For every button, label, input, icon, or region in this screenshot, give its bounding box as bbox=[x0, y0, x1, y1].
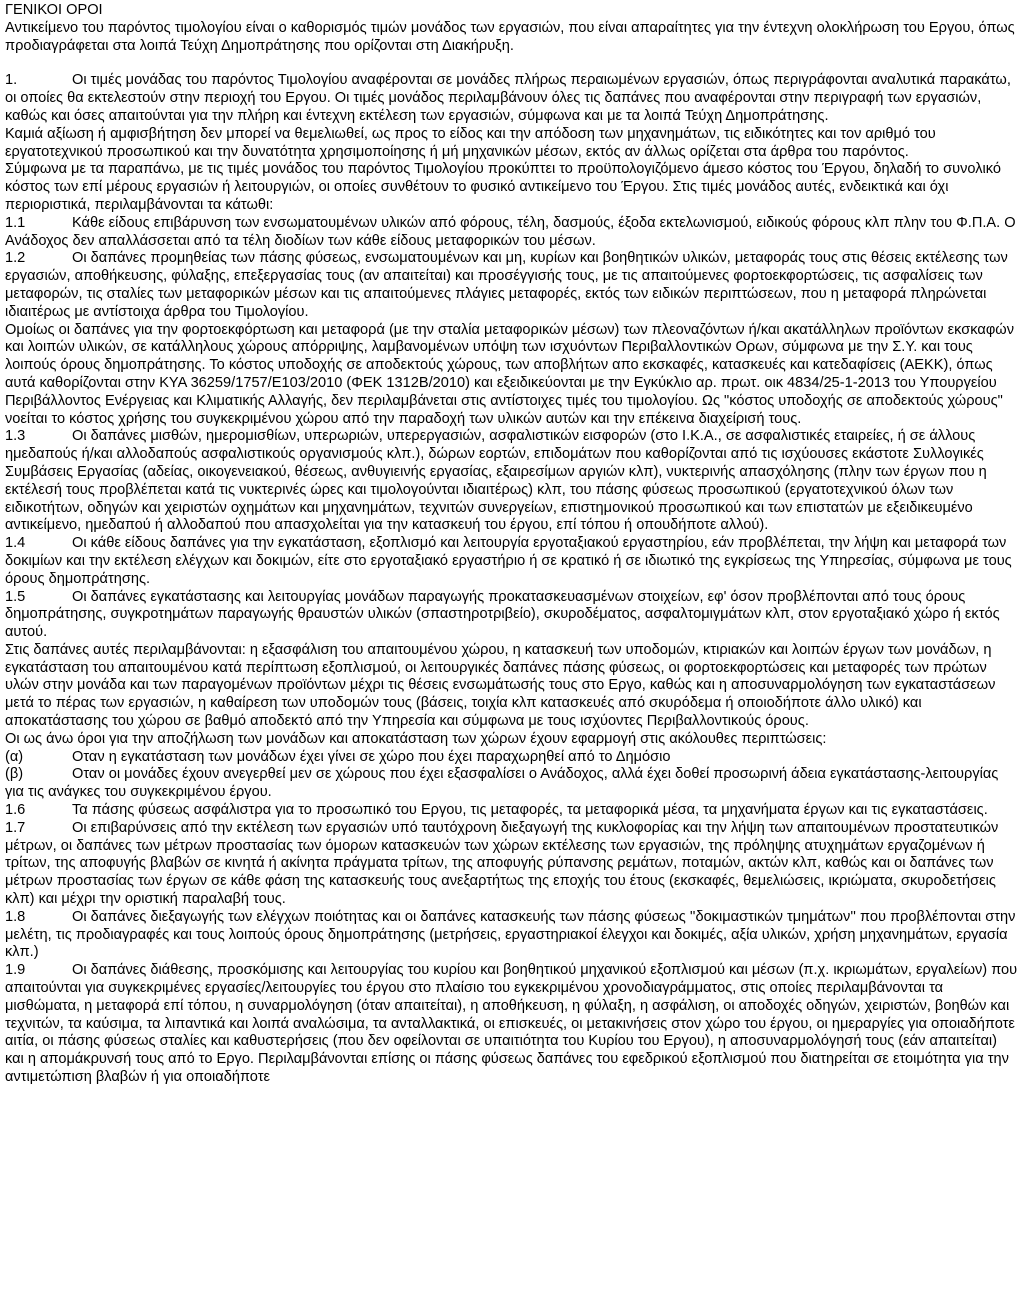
clause-number: 1.2 bbox=[5, 250, 26, 267]
paragraph bbox=[5, 322, 1019, 429]
paragraph bbox=[5, 731, 1019, 749]
clause-1-8 bbox=[5, 909, 1019, 962]
clause-number: 1.7 bbox=[5, 819, 26, 836]
clause-number: 1.3 bbox=[5, 428, 26, 445]
clause-1 bbox=[5, 72, 1019, 125]
case-text: Οταν η εγκατάσταση των μονάδων έχει γίνει σε χώρο που έχει παραχωρηθεί από το Δημόσιο bbox=[72, 748, 671, 765]
clause-text: Οι δαπάνες διεξαγωγής των ελέγχων ποιότητας και οι δαπάνες κατασκευής των πάσης φύσεως ''δοκιμαστικών τμημάτων'' που προβλέπονται στην μελέτη, τις προδιαγραφές και τους λοιπούς όρους δημοπράτησης (μετρήσεις, εργαστηριακοί έλεγχοι και δοκιμές, αξία υλικών, χρήση μηχανημάτων, εργασία κλπ.) bbox=[5, 908, 1016, 961]
paragraph-text: Σύμφωνα με τα παραπάνω, με τις τιμές μονάδος του παρόντος Τιμολογίου προκύπτει το προϋπολογιζόμενο άμεσο κόστος του Έργου, δηλαδή το συνολικό κόστος των επί μέρους εργασιών ή λειτουργιών, οι οποίες συνθέτουν το φυσικό αντικείμενο του Έργου. Στις τιμές μονάδος αυτές, ενδεικτικά και όχι περιοριστικά, περιλαμβάνονται τα κάτωθι: bbox=[5, 161, 1001, 213]
clause-1-2 bbox=[5, 250, 1019, 321]
clause-number: 1.5 bbox=[5, 588, 26, 605]
clause-1-5 bbox=[5, 589, 1019, 642]
paragraph bbox=[5, 161, 1019, 214]
case-label: (α) bbox=[5, 748, 24, 765]
clauses-list bbox=[5, 72, 1019, 1086]
clause-1-1 bbox=[5, 215, 1019, 251]
document-title: ΓΕΝΙΚΟΙ ΟΡΟΙ bbox=[5, 2, 103, 18]
clause-number: 1.4 bbox=[5, 535, 26, 552]
clause-1-9 bbox=[5, 962, 1019, 1087]
clause-text: Οι τιμές μονάδας του παρόντος Τιμολογίου αναφέρονται σε μονάδες πλήρως περαιωμένων εργασιών, όπως περιγράφονται αναλυτικά παρακάτω, οι οποίες θα εκτελεστούν στην περιοχή του Εργου. Οι τιμές μονάδος περιλαμβάνουν όλες τις δαπάνες που αναφέρονται στην περιγραφή των εργασιών, καθώς και όσες απαιτούνται για την πλήρη και έντεχνη εκτέλεση των εργασιών, σύμφωνα και με τα λοιπά Τεύχη Δημοπράτησης. bbox=[5, 72, 1011, 124]
clause-number: 1.6 bbox=[5, 802, 26, 819]
clause-text: Οι δαπάνες προμηθείας των πάσης φύσεως, ενσωματουμένων και μη, κυρίων και βοηθητικών υλικών, μεταφοράς τους στις θέσεις εκτέλεσης των εργασιών, αποθήκευσης, φύλαξης, επεξεργασίας τους (αν απαιτείται) και προσέγγισής τους, με τις απαιτούμενες φορτοεκφορτώσεις, τις ασφαλίσεις των μεταφορών, τις σταλίες των μεταφορικών μέσων και τις απαιτούμενες πλάγιες μεταφορές, εκτός των ειδικών περιπτώσεων, που η μεταφορά πληρώνεται ιδιαιτέρως με αντίστοιχα άρθρα του Τιμολογίου. bbox=[5, 250, 1008, 320]
paragraph-text: Ομοίως οι δαπάνες για την φορτοεκφόρτωση και μεταφορά (με την σταλία μεταφορικών μέσων) των πλεοναζόντων ή/και ακατάλληλων προϊόντων εκσκαφών και λοιπών υλικών, σε κατάλληλους χώρους απόρριψης, λαμβανομένων υπόψη των ισχυόντων Περιβαλλοντικών Ορων, σύμφωνα με την Σ.Υ. και τους λοιπούς όρους δημοπράτησης. Το κόστος υποδοχής σε αποδεκτούς χώρους, των αποβλήτων απο εκσκαφές, κατασκευές και κατεδαφίσεις (ΑΕΚΚ), όπως αυτά καθορίζονται στην ΚΥΑ 36259/1757/Ε103/2010 (ΦΕΚ 1312Β/2010) και εξειδικεύονται με την Εγκύκλιο αρ. πρωτ. οικ 4834/25-1-2013 του Υπουργείου Περιβάλλοντος Ενέργειας και Κλιματικής Αλλαγής, δεν περιλαμβάνεται στις αντίστοιχες τιμές του τιμολογίου. Ως "κόστος υποδοχής σε αποδεκτούς χώρους" νοείται το κόστος χρήσης του συγκεκριμένου χώρου από την παραδοχή των υλικών αυτών και την επέκεινα διαχείρισή τους. bbox=[5, 321, 1014, 427]
document-page bbox=[5, 0, 1019, 1087]
paragraph-text: Οι ως άνω όροι για την αποζήλωση των μονάδων και αποκατάσταση των χώρων έχουν εφαρμογή στις ακόλουθες περιπτώσεις: bbox=[5, 730, 827, 747]
clause-1-4 bbox=[5, 535, 1019, 588]
clause-text: Οι κάθε είδους δαπάνες για την εγκατάσταση, εξοπλισμό και λειτουργία εργοταξιακού εργαστηρίου, εάν προβλέπεται, την λήψη και μεταφορά των δοκιμίων και την εκτέλεση ελέγχων και δοκιμών, είτε στο εργοταξιακό εργαστήριο ή σε κρατικό ή σε ιδιωτικό της εγκρίσεως της Υπηρεσίας, σύμφωνα με τους όρους δημοπράτησης. bbox=[5, 535, 1012, 587]
paragraph bbox=[5, 642, 1019, 731]
paragraph bbox=[5, 126, 1019, 162]
paragraph-text: Στις δαπάνες αυτές περιλαμβάνονται: η εξασφάλιση του απαιτουμένου χώρου, η κατασκευή των υποδομών, κτιριακών και λοιπών έργων των μονάδων, η εγκατάσταση του απαιτουμένου κατά περίπτωση εξοπλισμού, οι λειτουργικές δαπάνες πάσης φύσεως, οι φορτοεκφορτώσεις και μεταφορές των πρώτων υλών στην μονάδα και των παραγομένων προϊόντων μέχρι τις θέσεις ενσωμάτωσής τους στο Εργο, καθώς και η αποσυναρμολόγηση των εγκαταστάσεων μετά το πέρας των εργασιών, η καθαίρεση των υποδομών τους (βάσεις, τοιχία κλπ κατασκευές από σκυρόδεμα ή οποιοδήποτε άλλο υλικό) και αποκατάστασης του χώρου σε βαθμό αποδεκτό από την Υπηρεσία και σύμφωνα με τους ισχύοντες Περιβαλλοντικούς όρους. bbox=[5, 641, 996, 730]
intro-paragraph: Αντικείμενο του παρόντος τιμολογίου είναι ο καθορισμός τιμών μονάδος των εργασιών, που είναι απαραίτητες για την έντεχνη ολοκλήρωση του Εργου, όπως προδιαγράφεται στα λοιπά Τεύχη Δημοπράτησης που ορίζονται στη Διακήρυξη. bbox=[5, 19, 1015, 54]
clause-text: Οι δαπάνες μισθών, ημερομισθίων, υπερωριών, υπερεργασιών, ασφαλιστικών εισφορών (στο Ι.Κ.Α., σε ασφαλιστικές εταιρείες, ή σε άλλους ημεδαπούς ή/και αλλοδαπούς ασφαλιστικούς οργανισμούς κλπ.), δώρων εορτών, επιδομάτων που καθορίζονται από τις ισχύουσες εκάστοτε Συλλογικές Συμβάσεις Εργασίας (αδείας, οικογενειακού, θέσεως, ανθυγιεινής εργασίας, εξαιρεσίμων αργιών κλπ), νυκτερινής απασχόλησης (πλην των έργων που η εκτέλεσή τους προβλέπεται κατά τις νυκτερινές ώρες και τιμολογούνται ιδιαιτέρως) κλπ, του πάσης φύσεως προσωπικού (εργατοτεχνικού όλων των ειδικοτήτων, οδηγών και χειριστών οχημάτων και μηχανημάτων, τεχνιτών συνεργείων, επιστημονικού προσωπικού και των επιστατών με εξειδικευμένο αντικείμενο, ημεδαπού ή αλλοδαπού που απασχολείται για την κατασκευή του έργου, επί τόπου ή οπουδήποτε αλλού). bbox=[5, 428, 987, 534]
case-text: Οταν οι μονάδες έχουν ανεγερθεί μεν σε χώρους που έχει εξασφαλίσει ο Ανάδοχος, αλλά έχει δοθεί προσωρινή άδεια εγκατάστασης-λειτουργίας για τις ανάγκες του συγκεκριμένου έργου. bbox=[5, 766, 999, 801]
clause-1-6 bbox=[5, 802, 1019, 820]
clause-text: Κάθε είδους επιβάρυνση των ενσωματουμένων υλικών από φόρους, τέλη, δασμούς, έξοδα εκτελωνισμού, ειδικούς φόρους κλπ πλην του Φ.Π.Α. Ο Ανάδοχος δεν απαλλάσσεται από τα τέλη διοδίων των κάθε είδους μεταφορικών του μέσων. bbox=[5, 214, 1016, 249]
clause-text: Οι δαπάνες διάθεσης, προσκόμισης και λειτουργίας του κυρίου και βοηθητικού μηχανικού εξοπλισμού και μέσων (π.χ. ικριωμάτων, εργαλείων) που απαιτούνται για συγκεκριμένες εργασίες/λειτουργίες του έργου στο πλαίσιο του εγκεκριμένου χρονοδιαγράμματος, στις οποίες περιλαμβάνονται τα μισθώματα, η μεταφορά επί τόπου, η συναρμολόγηση (όταν απαιτείται), η αποθήκευση, η φύλαξη, η ασφάλιση, οι αποδοχές οδηγών, χειριστών, βοηθών και τεχνιτών, τα καύσιμα, τα λιπαντικά και λοιπά αναλώσιμα, τα ανταλλακτικά, οι επισκευές, οι μετακινήσεις στον χώρο του έργου, οι ημεραργίες για οποιαδήποτε αιτία, οι πάσης φύσεως σταλίες και καθυστερήσεις (που δεν οφείλονται σε υπαιτιότητα του Κυρίου του Εργου), η αποσυναρμολόγησή τους (εάν απαιτείται) και η απομάκρυνσή τους από το Εργο. Περιλαμβάνονται επίσης οι πάσης φύσεως δαπάνες του εφεδρικού εξοπλισμού που διατηρείται σε ετοιμότητα για την αντιμετώπιση βλαβών ή για οποιαδήποτε bbox=[5, 962, 1018, 1086]
clause-text: Οι επιβαρύνσεις από την εκτέλεση των εργασιών υπό ταυτόχρονη διεξαγωγή της κυκλοφορίας και την λήψη των απαιτουμένων προστατευτικών μέτρων, οι δαπάνες των μέτρων προστασίας των όμορων κατασκευών των χώρων εκτέλεσης των εργασιών, της πρόληψης ατυχημάτων εργαζομένων ή τρίτων, της αποφυγής βλαβών σε κινητά ή ακίνητα πράγματα τρίτων, της αποφυγής ρύπανσης ρεμάτων, ποταμών, ακτών κλπ, καθώς και οι δαπάνες των μέτρων προστασίας των έργων σε κάθε φάση της κατασκευής τους ανεξαρτήτως της εποχής του έτους (εκσκαφές, θεμελιώσεις, ικριώματα, σκυροδετήσεις κλπ) και μέχρι την οριστική παραλαβή τους. bbox=[5, 819, 999, 908]
clause-number: 1.8 bbox=[5, 908, 26, 925]
clause-number: 1.9 bbox=[5, 962, 26, 979]
case-b bbox=[5, 766, 1019, 802]
clause-1-3 bbox=[5, 428, 1019, 535]
case-label: (β) bbox=[5, 766, 24, 783]
paragraph-text: Καμιά αξίωση ή αμφισβήτηση δεν μπορεί να θεμελιωθεί, ως προς το είδος και την απόδοση των μηχανημάτων, τις ειδικότητες και τον αριθμό του εργατοτεχνικού προσωπικού και την δυνατότητα χρησιμοποίησης ή μή μηχανικών μέσων, εκτός αν άλλως ορίζεται στα άρθρα του παρόντος. bbox=[5, 125, 936, 160]
clause-1-7 bbox=[5, 820, 1019, 909]
clause-number: 1. bbox=[5, 72, 18, 89]
clause-number: 1.1 bbox=[5, 214, 26, 231]
clause-text: Τα πάσης φύσεως ασφάλιστρα για το προσωπικό του Εργου, τις μεταφορές, τα μεταφορικά μέσα, τα μηχανήματα έργων και τις εγκαταστάσεις. bbox=[72, 802, 988, 819]
case-a bbox=[5, 749, 1019, 767]
clause-text: Οι δαπάνες εγκατάστασης και λειτουργίας μονάδων παραγωγής προκατασκευασμένων στοιχείων, εφ' όσον προβλέπονται από τους όρους δημοπράτησης, συγκροτημάτων παραγωγής θραυστών υλικών (σπαστηροτριβείο), σκυροδέματος, ασφαλτομιγμάτων κλπ, στον εργοταξιακό χώρο ή εκτός αυτού. bbox=[5, 588, 1000, 641]
